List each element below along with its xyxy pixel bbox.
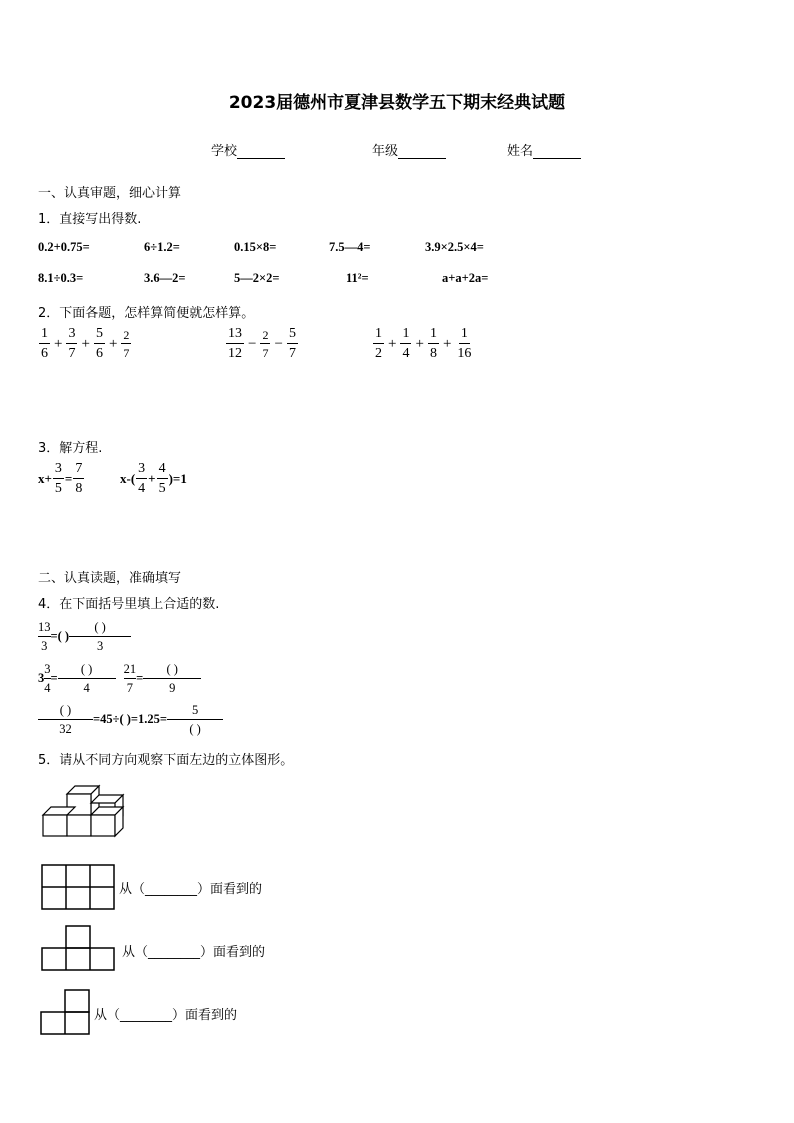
fraction: ( ) 4 (58, 663, 116, 694)
view-grid-2 (41, 925, 115, 971)
fraction: $\frac{1}{6}$ (41, 326, 48, 361)
view-label-2: 从（________）面看到的 (122, 945, 266, 960)
fraction: ( ) 3 (69, 621, 131, 652)
fraction: $\frac{13}{3}$ (38, 620, 51, 653)
calc-item: a+a+2a= (442, 271, 489, 285)
fraction: $\frac{7}{8}$ (75, 461, 83, 496)
calc-item: 8.1÷0.3= (38, 271, 84, 285)
fraction: ( ) 9 (143, 663, 201, 694)
grade-field[interactable]: 年级 (372, 140, 446, 159)
question-2-label: 2．下面各题，怎样算简便就怎样算。 (38, 306, 255, 321)
fraction: $\frac{3}{5}$ (54, 461, 62, 496)
fraction: $\frac{21}{7}$ (123, 662, 137, 695)
calc-item: 7.5—4= (329, 240, 371, 254)
fraction: $\frac{3}{7}$ (68, 326, 76, 361)
school-field[interactable]: 学校 (211, 140, 285, 159)
fraction: $\frac{5}{6}$ (95, 326, 103, 361)
equation-2: x-( $\frac{3}{4}$ + $\frac{4}{5}$ )=1 (120, 461, 187, 496)
fraction: $\frac{1}{2}$ (375, 326, 382, 361)
question-5-label: 5．请从不同方向观察下面左边的立体图形。 (38, 753, 294, 768)
simplify-expression-2: $\frac{13}{12}$ − $\frac{2}{7}$ − $\frac{5}{7}$ (228, 326, 296, 361)
view-label-3: 从（________）面看到的 (94, 1008, 238, 1023)
fraction: $\frac{3}{4}$ (138, 461, 146, 496)
calc-item: 0.15×8= (234, 240, 277, 254)
fill-row-3: ( ) 32 =45÷( )=1.25= 5 ( ) (38, 704, 223, 735)
page-title: 2023届德州市夏津县数学五下期末经典试题 (228, 93, 566, 113)
section-2-heading: 二、认真读题，准确填写 (38, 571, 182, 586)
equation-1: x+ $\frac{3}{5}$ = $\frac{7}{8}$ (38, 461, 83, 496)
fraction: $\frac{4}{5}$ (158, 461, 166, 496)
calc-item: 0.2+0.75= (38, 240, 90, 254)
fill-row-1: $\frac{13}{3}$ =( ) ( ) 3 (38, 621, 131, 652)
calc-item: 11²= (346, 271, 369, 285)
fraction: $\frac{1}{4}$ (402, 326, 410, 361)
calc-item: 3.6—2= (144, 271, 186, 285)
fill-row-2: 3 $\frac{3}{4}$ = ( ) 4 $\frac{21}{7}$ = ( ) 9 (38, 663, 201, 694)
view-label-1: 从（________）面看到的 (119, 882, 263, 897)
fraction: $\frac{1}{16}$ (457, 326, 472, 361)
calc-item: 6÷1.2= (144, 240, 180, 254)
section-1-heading: 一、认真审题，细心计算 (38, 186, 182, 201)
calc-item: 5—2×2= (234, 271, 280, 285)
fraction: ( ) 32 (38, 704, 93, 735)
question-3-label: 3．解方程. (38, 441, 103, 456)
view-grid-1 (41, 864, 115, 910)
question-1-label: 1．直接写出得数. (38, 212, 142, 227)
fraction: $\frac{2}{7}$ (123, 328, 130, 360)
fraction: $\frac{3}{4}$ (44, 662, 51, 695)
fraction: $\frac{5}{7}$ (288, 326, 296, 361)
name-field[interactable]: 姓名 (507, 140, 581, 159)
fraction: 5 ( ) (167, 704, 223, 735)
question-4-label: 4．在下面括号里填上合适的数. (38, 597, 220, 612)
fraction: $\frac{13}{12}$ (228, 326, 242, 361)
fraction: $\frac{2}{7}$ (262, 328, 269, 360)
calc-item: 3.9×2.5×4= (425, 240, 484, 254)
cube-stack-figure (38, 784, 138, 840)
view-grid-3 (40, 989, 90, 1035)
fraction: $\frac{1}{8}$ (429, 326, 437, 361)
simplify-expression-3: $\frac{1}{2}$ + $\frac{1}{4}$ + $\frac{1}{8}$ + $\frac{1}{16}$ (375, 326, 472, 361)
simplify-expression-1: $\frac{1}{6}$ + $\frac{3}{7}$ + $\frac{5}{6}$ + $\frac{2}{7}$ (41, 326, 130, 361)
